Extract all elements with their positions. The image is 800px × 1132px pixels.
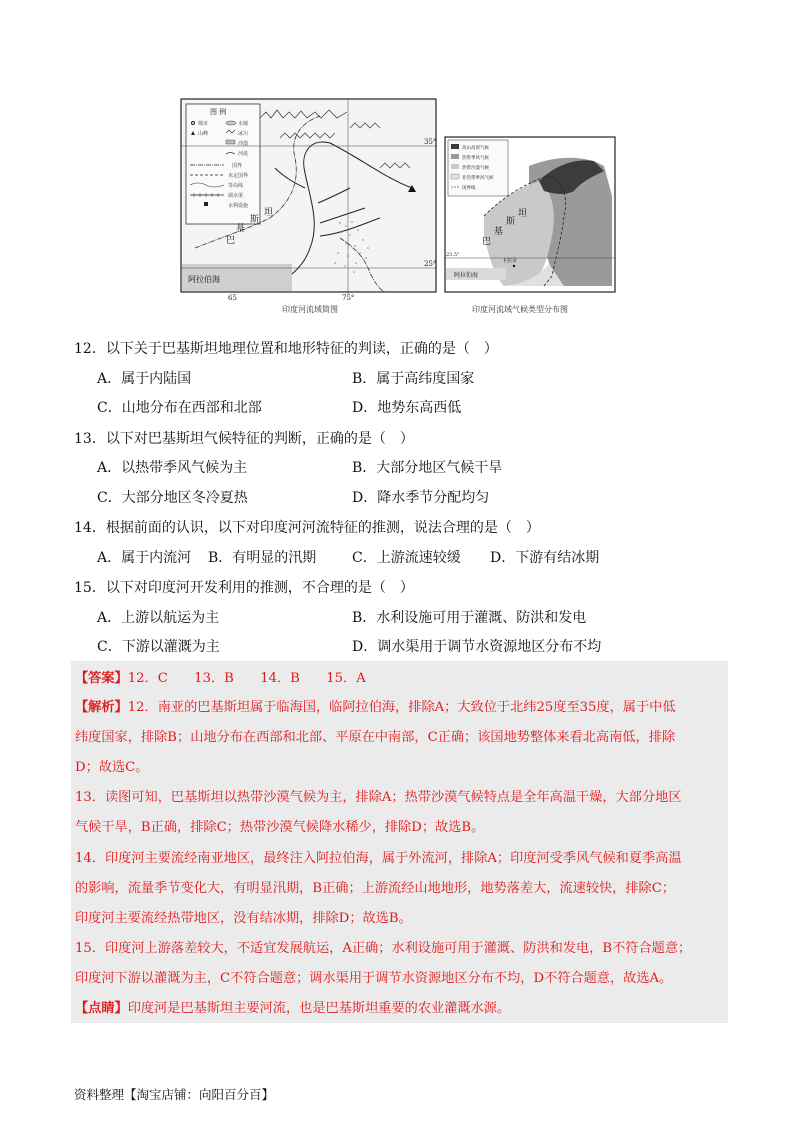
svg-text:阿拉伯海: 阿拉伯海 — [454, 272, 479, 279]
analysis-line-9: 15．印度河上游落差较大，不适宜发展航运，A正确；水利设施可用于灌溉、防洪和发电，B不符合题意； — [75, 941, 692, 956]
analysis-line-8: 印度河主要流经热带地区，没有结冰期，排除D；故选B。 — [75, 911, 412, 926]
svg-text:25°: 25° — [424, 260, 437, 268]
svg-text:坦: 坦 — [518, 209, 528, 219]
svg-text:热带季风气候: 热带季风气候 — [462, 156, 489, 161]
question-12-option-c: C．山地分布在西部和北部 — [97, 400, 262, 416]
svg-text:沙漠: 沙漠 — [238, 141, 249, 147]
question-15-option-d: D．调水渠用于调节水资源地区分布不均 — [352, 639, 602, 655]
answer-line — [75, 667, 366, 686]
svg-text:国界: 国界 — [232, 163, 243, 169]
analysis-line-7: 的影响，流量季节变化大，有明显汛期，B正确；上游流经山地地形，地势落差大，流速较快，排除C； — [75, 881, 676, 896]
svg-text:75°: 75° — [342, 294, 355, 302]
question-15-option-a: A．上游以航运为主 — [97, 610, 220, 626]
question-13-stem: 13．以下对巴基斯坦气候特征的判断，正确的是（ ） — [74, 431, 414, 447]
question-14-option-a: A．属于内流河 — [97, 550, 192, 566]
analysis-line-10: 印度河下游以灌溉为主，C不符合题意；调水渠用于调节水资源地区分布不均，D不符合题意，故选A。 — [75, 971, 673, 986]
answer-tag: 【答案】 — [75, 671, 128, 686]
climate-type-map — [444, 136, 616, 316]
analysis-line-1: 【解析】12．南亚的巴基斯坦属于临海国，临阿拉伯海，排除A；大致位于北纬25度至35度，属于中低 — [75, 700, 676, 715]
svg-text:巴: 巴 — [482, 237, 492, 247]
comment-line — [75, 997, 510, 1016]
footer-source: 资料整理【淘宝店铺：向阳百分百】 — [74, 1087, 275, 1102]
svg-text:山峰: 山峰 — [198, 131, 209, 137]
question-13-option-d: D．降水季节分配均匀 — [352, 490, 490, 506]
svg-text:国界线: 国界线 — [462, 186, 476, 191]
svg-text:35°: 35° — [424, 138, 437, 146]
svg-text:高山高原气候: 高山高原气候 — [462, 146, 489, 151]
question-15-option-c: C．下游以灌溉为主 — [97, 639, 220, 655]
question-12-option-b: B．属于高纬度国家 — [352, 371, 475, 387]
question-13-option-c: C．大部分地区冬冷夏热 — [97, 490, 248, 506]
svg-text:坦: 坦 — [264, 208, 274, 218]
question-14-option-c: C．上游流速较缓 — [352, 550, 461, 566]
analysis-line-5: 气候干旱，B正确，排除C；热带沙漠气候降水稀少，排除D；故选B。 — [75, 820, 485, 835]
svg-text:65: 65 — [228, 294, 237, 302]
svg-text:斯: 斯 — [250, 215, 260, 225]
question-14-option-b: B．有明显的汛期 — [208, 550, 317, 566]
svg-text:热带沙漠气候: 热带沙漠气候 — [462, 166, 489, 171]
svg-text:河流: 河流 — [238, 151, 249, 157]
svg-text:未定国界: 未定国界 — [228, 173, 249, 179]
svg-text:水利设施: 水利设施 — [228, 203, 249, 209]
svg-text:基: 基 — [494, 227, 504, 237]
analysis-line-4: 13．读图可知，巴基斯坦以热带沙漠气候为主，排除A；热带沙漠气候特点是全年高温干燥，大部分地区 — [75, 790, 682, 805]
comment-text: 印度河是巴基斯坦主要河流，也是巴基斯坦重要的农业灌溉水源。 — [127, 1001, 511, 1016]
analysis-line-2: 纬度国家，排除B；山地分布在西部和北部、平原在中南部，C正确；该国地势整体来看北高南低，排除 — [75, 730, 676, 745]
svg-text:城市: 城市 — [198, 121, 209, 127]
svg-text:冰川: 冰川 — [238, 131, 249, 137]
question-13-option-b: B．大部分地区气候干旱 — [352, 460, 503, 476]
svg-text:等高线: 等高线 — [228, 183, 244, 189]
legend-title: 图 例 — [210, 108, 227, 116]
analysis-tag: 【解析】 — [75, 700, 128, 715]
map1-caption: 印度河流域简图 — [282, 305, 338, 314]
question-15-option-b: B．水利设施可用于灌溉、防洪和发电 — [352, 610, 587, 626]
question-12-stem: 12．以下关于巴基斯坦地理位置和地形特征的判读，正确的是（ ） — [74, 341, 498, 357]
svg-text:亚热带季风气候: 亚热带季风气候 — [462, 176, 494, 181]
question-12-option-d: D．地势东高西低 — [352, 400, 462, 416]
svg-text:卡拉奇: 卡拉奇 — [502, 258, 518, 264]
question-15-stem: 15．以下对印度河开发利用的推测，不合理的是（ ） — [74, 580, 414, 596]
question-14-option-d: D．下游有结冰期 — [490, 550, 600, 566]
question-12-option-a: A．属于内陆国 — [97, 371, 192, 387]
comment-tag: 【点睛】 — [75, 1001, 128, 1016]
question-13-option-a: A．以热带季风气候为主 — [97, 460, 248, 476]
svg-text:水域: 水域 — [238, 121, 249, 127]
indus-basin-map — [180, 98, 437, 316]
map-figure — [180, 98, 622, 316]
question-14-stem: 14．根据前面的认识，以下对印度河河流特征的推测，说法合理的是（ ） — [74, 520, 540, 536]
svg-text:斯: 斯 — [506, 217, 516, 227]
map2-caption: 印度河流域气候类型分布图 — [472, 305, 568, 314]
analysis-line-3: D；故选C。 — [75, 760, 149, 775]
svg-text:巴: 巴 — [226, 236, 236, 246]
svg-text:基: 基 — [236, 224, 246, 234]
svg-text:调水渠: 调水渠 — [228, 193, 244, 199]
arabian-sea-label: 阿拉伯海 — [188, 275, 220, 284]
answer-text: 12．C 13．B 14．B 15．A — [127, 671, 366, 686]
analysis-line-6: 14．印度河主要流经南亚地区，最终注入阿拉伯海，属于外流河，排除A；印度河受季风气候和夏季高温 — [75, 851, 682, 866]
svg-text:23.5°: 23.5° — [446, 252, 460, 258]
